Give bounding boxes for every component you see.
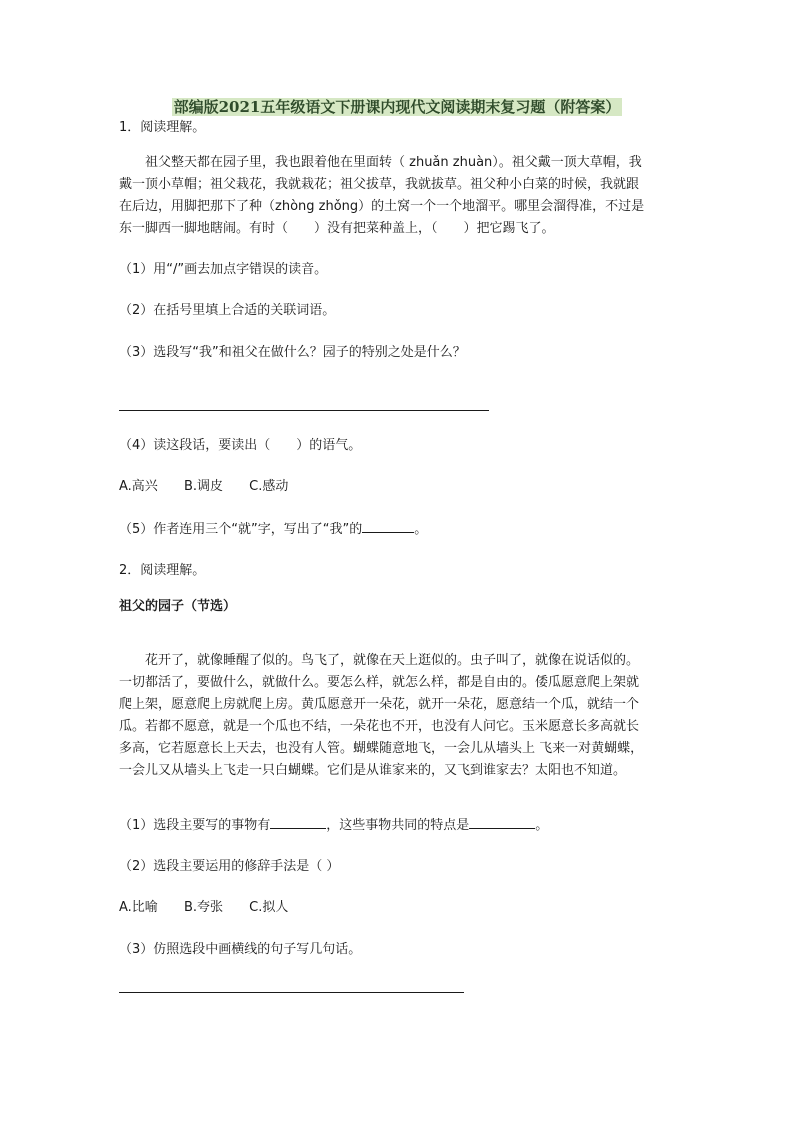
option-c[interactable]: C.拟人	[249, 900, 289, 915]
q1-passage-line-3: 在后边，用脚把那下了种（zhòng zhǒng）的土窝一个一个地溜平。哪里会溜得准，不过是	[119, 199, 645, 214]
option-b[interactable]: B.调皮	[183, 479, 224, 494]
q2-heading: 2．阅读理解。	[119, 563, 206, 578]
q2-passage-line-6: 一会儿又从墙头上飞走一只白蝴蝶。它们是从谁家来的，又飞到谁家去？太阳也不知道。	[119, 763, 627, 778]
q1-passage-line-1: 祖父整天都在园子里，我也跟着他在里面转（ zhuǎn zhuàn）。祖父戴一顶大草帽，我	[145, 155, 642, 170]
q2-sub1	[119, 815, 548, 836]
q1-sub3-answer-line[interactable]	[119, 410, 489, 411]
q2-passage-line-3: 爬上架，愿意爬上房就爬上房。黄瓜愿意开一朵花，就开一朵花，愿意结一个瓜，就结一个	[119, 697, 640, 712]
q2-sub2: （2）选段主要运用的修辞手法是（ ）	[119, 859, 340, 874]
q2-sub2-options	[119, 898, 310, 918]
q2-sub1-text-b: ，这些事物共同的特点是	[326, 818, 470, 833]
q1-sub2: （2）在括号里填上合适的关联词语。	[119, 303, 336, 318]
q2-sub1-blank-2[interactable]	[469, 815, 535, 829]
q2-sub3-answer-line[interactable]	[119, 992, 464, 993]
q1-passage-line-4: 东一脚西一脚地瞎闹。有时（ ）没有把菜种盖上，（ ）把它踢飞了。	[119, 221, 555, 236]
option-b[interactable]: B.夸张	[183, 900, 224, 915]
q2-passage-line-1: 花开了，就像睡醒了似的。鸟飞了，就像在天上逛似的。虫子叫了，就像在说话似的。	[145, 653, 640, 668]
q2-passage-line-4: 瓜。若都不愿意，就是一个瓜也不结，一朵花也不开，也没有人问它。玉米愿意长多高就长	[119, 719, 640, 734]
q2-sub1-text-c: 。	[535, 818, 549, 833]
q1-heading: 1．阅读理解。	[119, 120, 206, 135]
q1-passage-line-2: 戴一顶小草帽；祖父栽花，我就栽花；祖父拔草，我就拔草。祖父种小白菜的时候，我就跟	[119, 177, 640, 192]
q2-passage-line-5: 多高，它若愿意长上天去，也没有人管。蝴蝶随意地飞，一会儿从墙头上 飞来一对黄蝴蝶，	[119, 741, 644, 756]
q1-sub5-end: 。	[414, 522, 428, 537]
q1-sub5	[119, 519, 427, 540]
option-a[interactable]: A.高兴	[119, 479, 158, 494]
q1-sub3: （3）选段写“我”和祖父在做什么？园子的特别之处是什么？	[119, 345, 466, 360]
q1-sub5-blank[interactable]	[362, 519, 414, 533]
option-a[interactable]: A.比喻	[119, 900, 158, 915]
page-title: 部编版2021五年级语文下册课内现代文阅读期末复习题（附答案）	[173, 98, 621, 116]
q2-sub1-blank-1[interactable]	[270, 815, 326, 829]
q1-sub1: （1）用“/”画去加点字错误的读音。	[119, 262, 328, 277]
q2-passage-title: 祖父的园子（节选）	[119, 599, 237, 614]
q1-sub4-options	[119, 477, 310, 497]
q2-sub1-text-a: （1）选段主要写的事物有	[119, 818, 271, 833]
q2-passage-line-2: 一切都活了，要做什么，就做什么。要怎么样，就怎么样，都是自由的。倭瓜愿意爬上架就	[119, 675, 640, 690]
q1-sub5-text: （5）作者连用三个“就”字，写出了“我”的	[119, 522, 363, 537]
q1-sub4: （4）读这段话，要读出（ ）的语气。	[119, 438, 362, 453]
option-c[interactable]: C.感动	[249, 479, 289, 494]
q2-sub3: （3）仿照选段中画横线的句子写几句话。	[119, 942, 362, 957]
